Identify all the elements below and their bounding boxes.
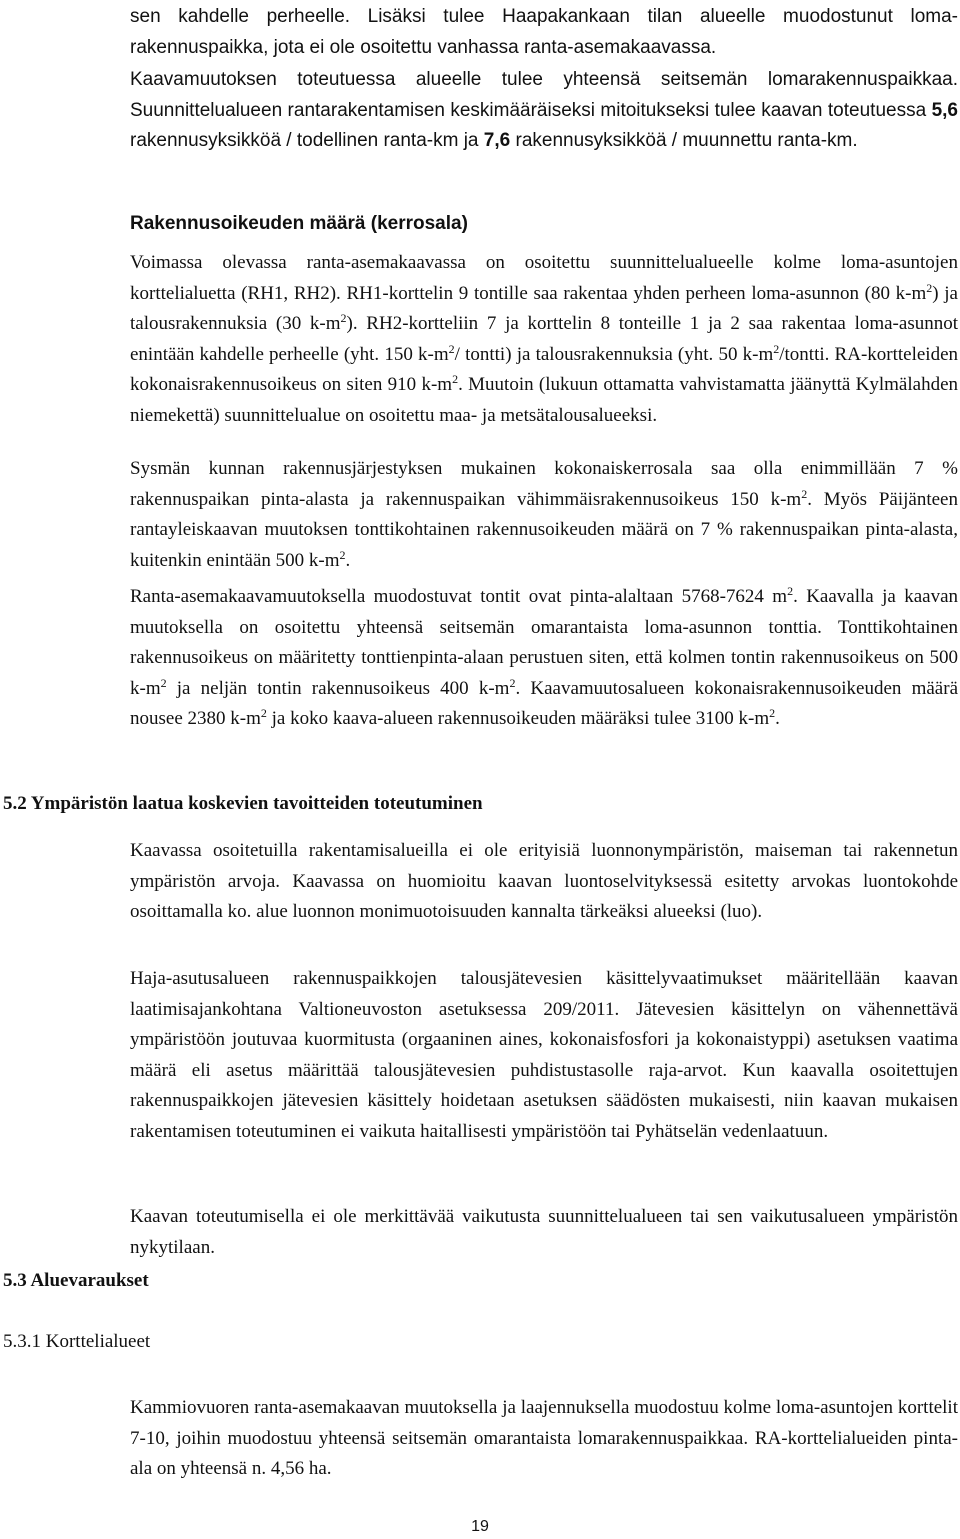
paragraph-block-areas: Kammiovuoren ranta-asemakaavan muutoksella ja laajennuksella muodostuu kolme loma-asuntojen korttelit 7-10, joihin muodostuu yhteensä seitsemän omarantaista lomarakennuspaikkaa. RA-korttelialueiden pinta-ala on yhteensä n. 4,56 ha. xyxy=(130,1397,958,1479)
paragraph-plot-areas: Ranta-asemakaavamuutoksella muodostuvat tontit ovat pinta-alaltaan 5768-7624 $m^2$. Kaavalla ja kaavan muutoksella on osoitettu yhteensä seitsemän omarantaista loma-asunnon tonttia. Tonttikohtainen rakennusoikeus on määritetty tonttienpinta-alaan perustuen siten, että kolmen tontin rakennusoikeus on 500 $k-m^2$ ja neljän tontin rakennusoikeus 400 $k-m^2$. Kaavamuutosalueen kokonaisrakennusoikeuden määrä nousee 2380 $k-m^2$ ja koko kaava-alueen rakennusoikeuden määräksi tulee 3100 $k-m^2$. xyxy=(130,584,959,729)
subheading-kerrosala: Rakennusoikeuden määrä (kerrosala) xyxy=(130,213,468,234)
paragraph-continuation: sen kahdelle perheelle. Lisäksi tulee Haapakankaan tilan alueelle muodostunut loma-rakennuspaikka, jota ei ole osoitettu vanhassa ranta-asemakaavassa. xyxy=(130,6,958,58)
section-heading-5-3-1: 5.3.1 Korttelialueet xyxy=(3,1331,151,1352)
paragraph-impact: Kaavan toteutumisella ei ole merkittävää vaikutusta suunnittelualueen tai sen vaikutusalueen ympäristön nykytilaan. xyxy=(130,1206,958,1258)
section-heading-5-2: 5.2 Ympäristön laatua koskevien tavoitteiden toteutuminen xyxy=(3,793,483,814)
page-number: 19 xyxy=(471,1518,489,1535)
section-heading-5-3: 5.3 Aluevaraukset xyxy=(3,1270,149,1291)
paragraph-building-rights: Voimassa olevassa ranta-asemakaavassa on osoitettu suunnittelualueelle kolme loma-asuntojen korttelialuetta (RH1, RH2). RH1-korttelin 9 tontille saa rakentaa yhden perheen loma-asunnon (80 $k-m^2$) ja talousrakennuksia (30 $k-m^2$). RH2-kortteliin 7 ja korttelin 8 tonteille 1 ja 2 saa rakentaa loma-asunnot enintään kahdelle perheelle (yht. 150 $k-m^2/$ tontti) ja talousrakennuksia (yht. 50 $k-m^2$/tontti. RA-kortteleiden kokonaisrakennusoikeus on siten 910 $k-m^2$. Muutoin (lukuun ottamatta vahvistamatta jäänyttä Kylmälahden niemekettä) suunnittelualue on osoitettu maa- ja metsätalousalueeksi. xyxy=(130,252,959,426)
paragraph-wastewater: Haja-asutusalueen rakennuspaikkojen talousjätevesien käsittelyvaatimukset määritellään kaavan laatimisajankohtana Valtioneuvoston asetuksessa 209/2011. Jätevesien käsittelyn on vähennettävä ympäristöön joutuvaa kuormitusta (orgaaninen aines, kokonaisfosfori ja kokonaistyppi) asetuksen vaatima määrä eli asetus määrittää talousjätevesien puhdistustasolle raja-arvot. Kun kaavalla osoitettujen rakennuspaikkojen jätevesien käsittely hoidetaan asetuksen säädösten mukaisesti, niin kaavan mukaisen rakentamisen toteutuminen ei vaikuta haitallisesti ympäristöön tai Pyhätselän vedenlaatuun. xyxy=(130,968,958,1142)
paragraph-environment-values: Kaavassa osoitetuilla rakentamisalueilla ei ole erityisiä luonnonympäristön, maiseman tai rakennetun ympäristön arvoja. Kaavassa on huomioitu kaavan luontoselvityksessä esitetty arvokas luontokohde osoittamalla ko. alue luonnon monimuotoisuuden kannalta tärkeäksi alueeksi (luo). xyxy=(130,840,958,922)
paragraph-dimensioning: Kaavamuutoksen toteutuessa alueelle tulee yhteensä seitsemän lomarakennuspaikkaa. Suunnittelualueen rantarakentamisen keskimääräiseksi mitoitukseksi tulee kaavan toteutuessa 5,6 rakennusyksikköä / todellinen ranta-km ja 7,6 rakennusyksikköä / muunnettu ranta-km. xyxy=(130,69,958,151)
paragraph-building-ordinance: Sysmän kunnan rakennusjärjestyksen mukainen kokonaiskerrosala saa olla enimmillään 7 % rakennuspaikan pinta-alasta ja rakennuspaikan vähimmäisrakennusoikeus 150 $k-m^2$. Myös Päijänteen rantayleiskaavan muutoksen tonttikohtainen rakennusoikeuden määrä on 7 % rakennuspaikan pinta-alasta, kuitenkin enintään 500 $k-m^2$. xyxy=(130,458,958,571)
